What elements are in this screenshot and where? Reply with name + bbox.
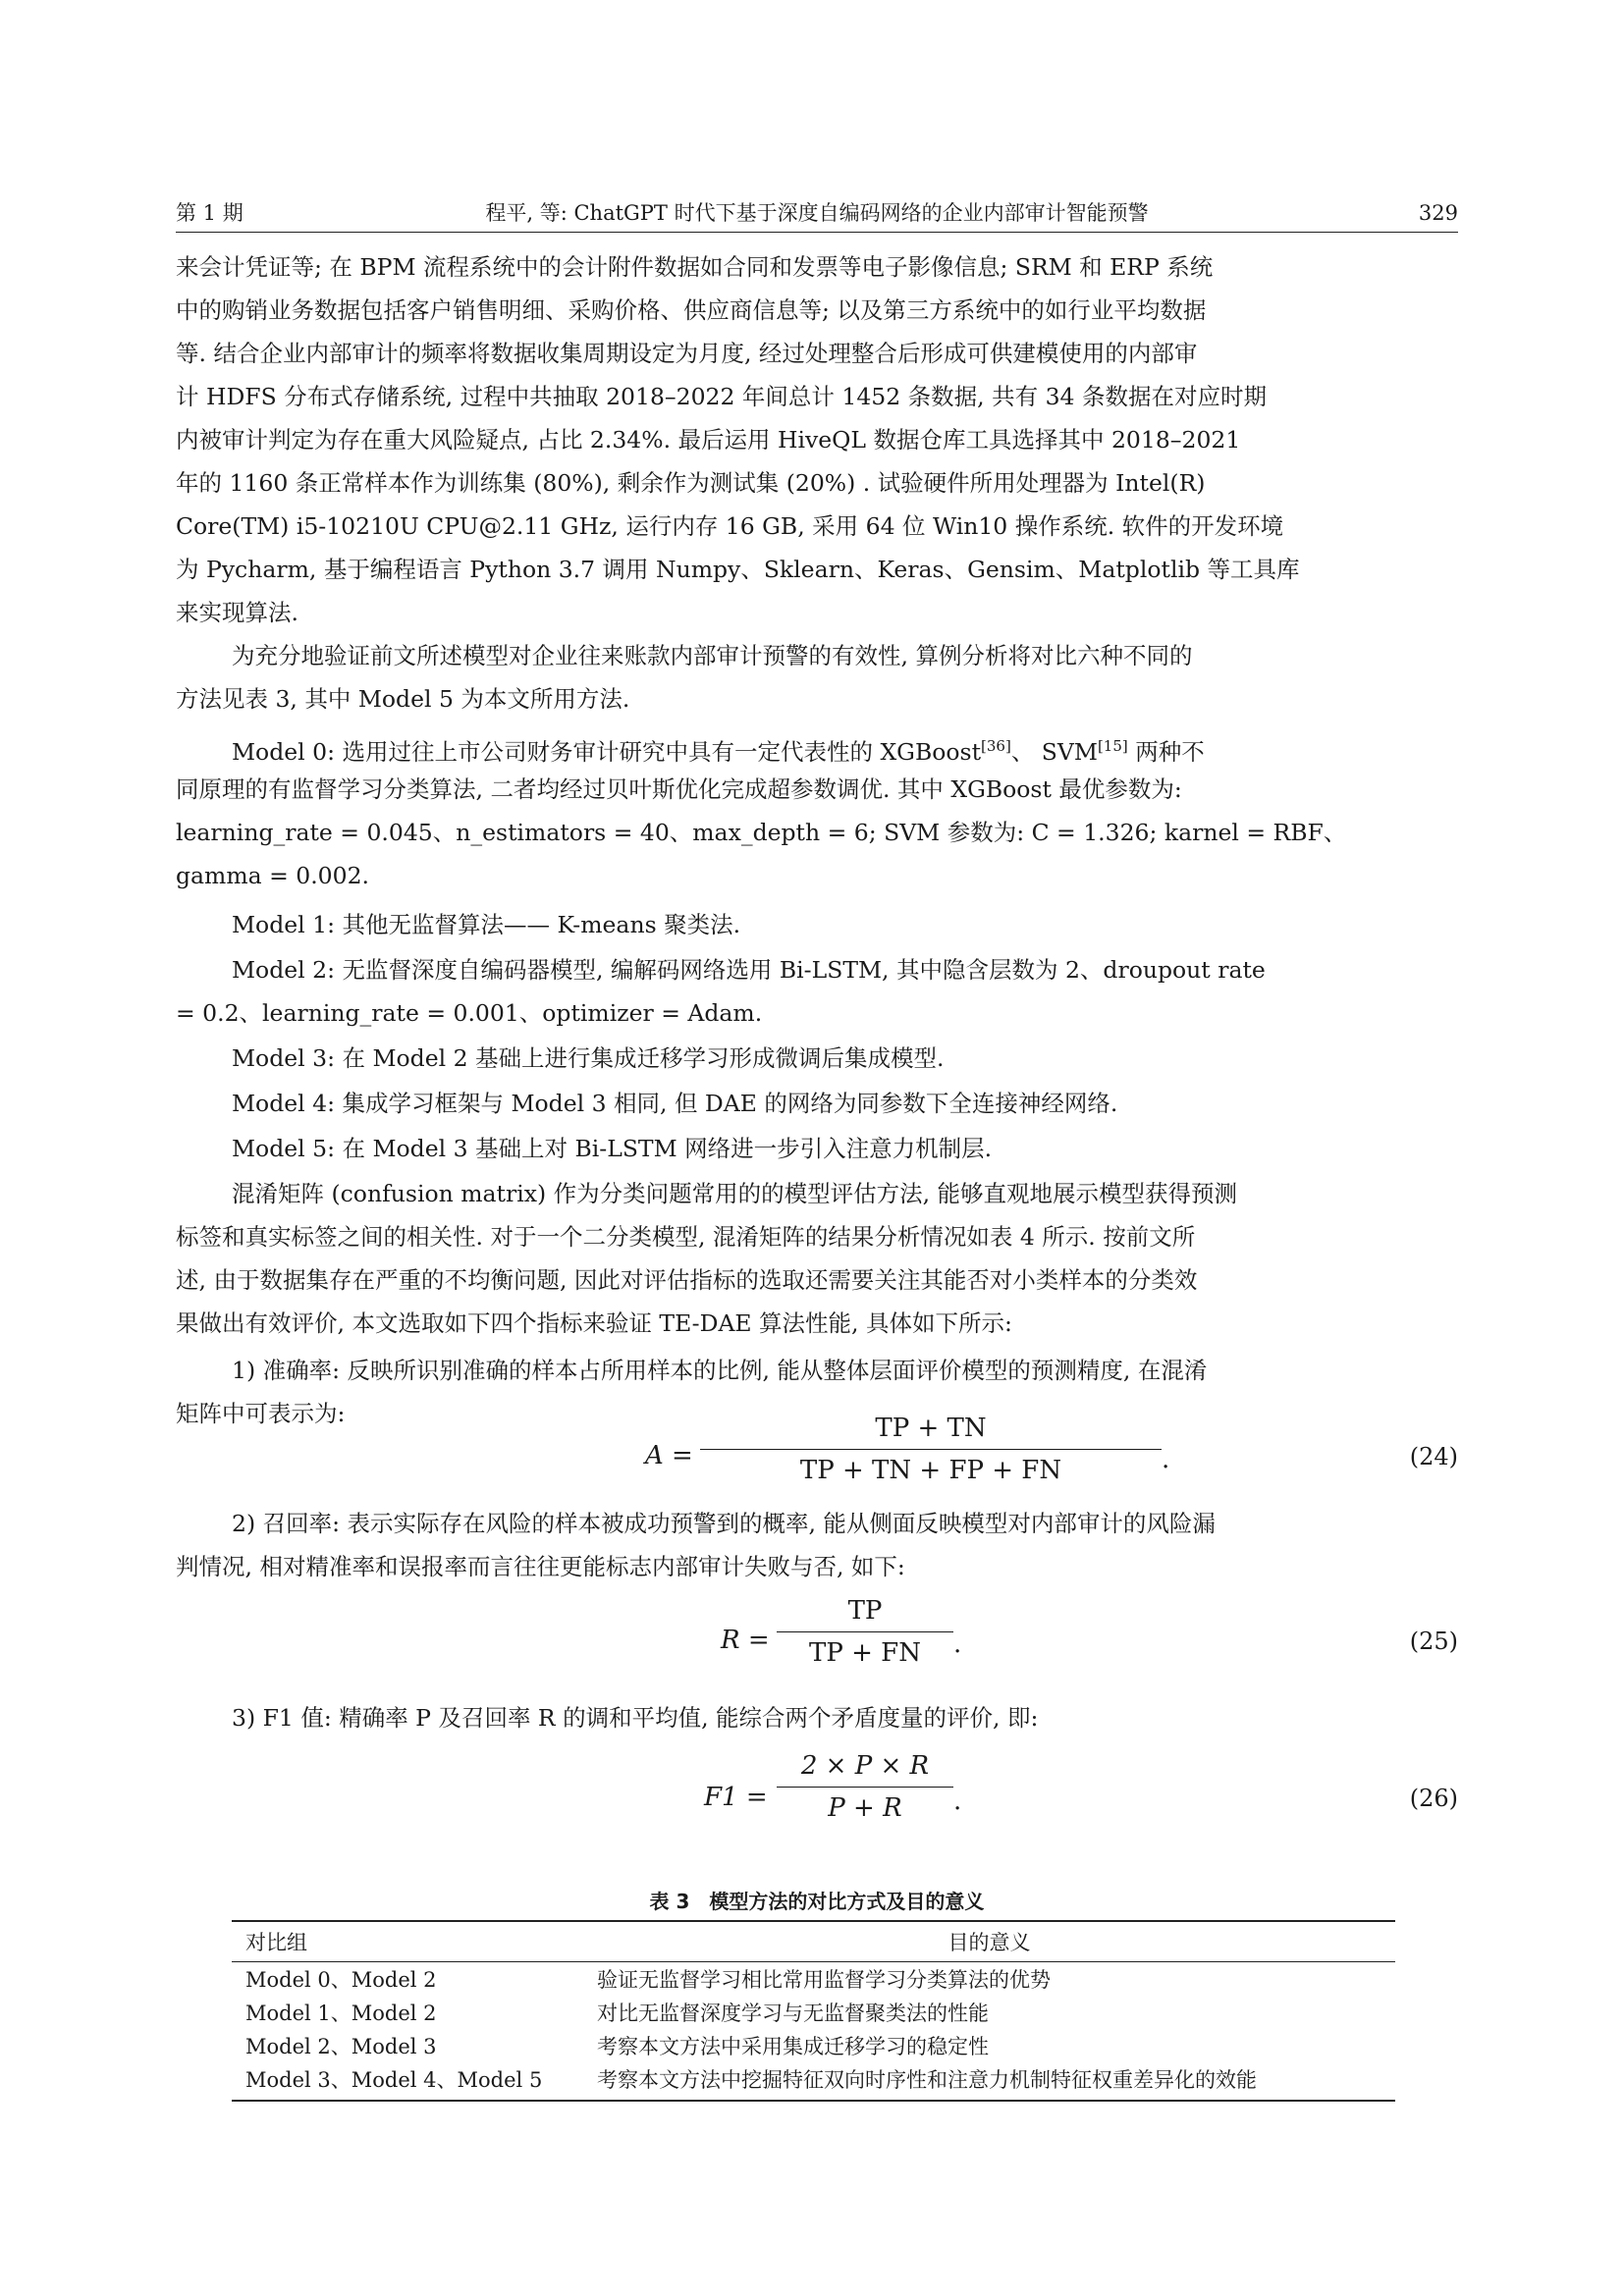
text-line: 混淆矩阵 (confusion matrix) 作为分类问题常用的的模型评估方法, 能够直观地展示模型获得预测: [232, 1180, 1238, 1207]
text-line: 等. 结合企业内部审计的频率将数据收集周期设定为月度, 经过处理整合后形成可供建模使用的内部审: [176, 340, 1198, 367]
page-number: 329: [1418, 201, 1458, 225]
equation-number: (26): [1409, 1785, 1458, 1812]
equation-number: (25): [1409, 1628, 1458, 1655]
table-cell: 考察本文方法中采用集成迁移学习的稳定性: [597, 2035, 989, 2058]
paragraph-comparison-intro: [176, 634, 1458, 721]
equation-lhs: A =: [645, 1441, 693, 1470]
text-line: 2) 召回率: 表示实际存在风险的样本被成功预警到的概率, 能从侧面反映模型对内部审计的风险漏: [232, 1510, 1216, 1537]
equation-number: (24): [1409, 1443, 1458, 1470]
fraction: [777, 1751, 953, 1823]
fraction: [700, 1414, 1162, 1485]
header-rule: [176, 232, 1458, 233]
text-line: Model 1: 其他无监督算法—— K-means 聚类法.: [232, 911, 741, 938]
equation-lhs: R =: [721, 1626, 770, 1655]
table-row: [232, 2029, 1395, 2062]
paragraph-confusion-matrix: [176, 1172, 1458, 1345]
text-line: 计 HDFS 分布式存储系统, 过程中共抽取 2018–2022 年间总计 1452 条数据, 共有 34 条数据在对应时期: [176, 383, 1267, 410]
table-cell: 对比无监督深度学习与无监督聚类法的性能: [597, 2002, 989, 2025]
text-line: 来实现算法.: [176, 599, 298, 626]
text-line: Model 2: 无监督深度自编码器模型, 编解码网络选用 Bi-LSTM, 其中隐含层数为 2、droupout rate: [232, 956, 1266, 984]
text-line: 为 Pycharm, 基于编程语言 Python 3.7 调用 Numpy、Sklearn、Keras、Gensim、Matplotlib 等工具库: [176, 556, 1300, 583]
table-row: [232, 1962, 1395, 1997]
running-header: [176, 196, 1458, 230]
text-line: learning_rate = 0.045、n_estimators = 40、max_depth = 6; SVM 参数为: C = 1.326; karnel = RBF、: [176, 819, 1347, 846]
text-line: 3) F1 值: 精确率 P 及召回率 R 的调和平均值, 能综合两个矛盾度量的评价, 即:: [232, 1704, 1039, 1732]
text-line: 标签和真实标签之间的相关性. 对于一个二分类模型, 混淆矩阵的结果分析情况如表 4 所示. 按前文所: [176, 1223, 1196, 1251]
equation-24: [176, 1414, 1458, 1502]
table-cell: 考察本文方法中挖掘特征双向时序性和注意力机制特征权重差异化的效能: [583, 2062, 1395, 2101]
paragraph-data-source: [176, 245, 1458, 634]
text-span: Model 0: 选用过往上市公司财务审计研究中具有一定代表性的 XGBoost: [232, 737, 982, 766]
citation[interactable]: [15]: [1097, 737, 1128, 755]
text-line: gamma = 0.002.: [176, 862, 370, 889]
paragraph-f1: [176, 1696, 1458, 1739]
equation-period: .: [953, 1787, 962, 1816]
paragraph-model-1: [176, 903, 1458, 946]
comparison-table: [232, 1920, 1395, 2102]
table-cell: Model 3、Model 4、Model 5: [232, 2062, 583, 2101]
text-line: 为充分地验证前文所述模型对企业往来账款内部审计预警的有效性, 算例分析将对比六种不同的: [232, 642, 1193, 669]
table-cell: Model 0、Model 2: [245, 1968, 437, 1992]
paragraph-model-4: [176, 1082, 1458, 1125]
column-header: 目的意义: [583, 1921, 1395, 1962]
paragraph-model-0: [176, 724, 1458, 897]
denominator: P + R: [777, 1787, 953, 1823]
text-line: [176, 724, 1458, 768]
header-title: 程平, 等: ChatGPT 时代下基于深度自编码网络的企业内部审计智能预警: [485, 201, 1149, 225]
text-line: Model 4: 集成学习框架与 Model 3 相同, 但 DAE 的网络为同参数下全连接神经网络.: [232, 1090, 1118, 1117]
text-line: = 0.2、learning_rate = 0.001、optimizer = Adam.: [176, 999, 763, 1027]
numerator: 2 × P × R: [800, 1751, 930, 1781]
paragraph-model-5: [176, 1127, 1458, 1170]
text-line: 方法见表 3, 其中 Model 5 为本文所用方法.: [176, 685, 630, 713]
fraction: [777, 1596, 953, 1668]
table-cell: Model 2、Model 3: [245, 2035, 437, 2058]
text-line: 来会计凭证等; 在 BPM 流程系统中的会计附件数据如合同和发票等电子影像信息; SRM 和 ERP 系统: [176, 253, 1214, 281]
paragraph-recall: [176, 1502, 1458, 1588]
text-line: Model 5: 在 Model 3 基础上对 Bi-LSTM 网络进一步引入注意力机制层.: [232, 1135, 993, 1162]
text-line: 矩阵中可表示为:: [176, 1400, 346, 1427]
equation-period: .: [953, 1629, 962, 1659]
denominator: TP + FN: [777, 1631, 953, 1668]
denominator: TP + TN + FP + FN: [700, 1449, 1162, 1485]
citation[interactable]: [36]: [981, 737, 1011, 755]
numerator: TP: [847, 1596, 883, 1626]
text-span: 、 SVM: [1010, 737, 1098, 766]
paragraph-model-2: [176, 948, 1458, 1035]
text-line: 述, 由于数据集存在严重的不均衡问题, 因此对评估指标的选取还需要关注其能否对小类样本的分类效: [176, 1266, 1198, 1294]
text-line: Model 3: 在 Model 2 基础上进行集成迁移学习形成微调后集成模型.: [232, 1044, 945, 1072]
text-span: 两种不: [1127, 737, 1205, 766]
text-line: 判情况, 相对精准率和误报率而言往往更能标志内部审计失败与否, 如下:: [176, 1553, 905, 1580]
table-cell: 验证无监督学习相比常用监督学习分类算法的优势: [597, 1968, 1051, 1992]
text-line: 同原理的有监督学习分类算法, 二者均经过贝叶斯优化完成超参数调优. 其中 XGBoost 最优参数为:: [176, 775, 1182, 803]
column-header: 对比组: [232, 1921, 583, 1962]
text-line: 年的 1160 条正常样本作为训练集 (80%), 剩余作为测试集 (20%) . 试验硬件所用处理器为 Intel(R): [176, 469, 1206, 497]
equation-25: [176, 1596, 1458, 1684]
text-line: 内被审计判定为存在重大风险疑点, 占比 2.34%. 最后运用 HiveQL 数据仓库工具选择其中 2018–2021: [176, 426, 1241, 454]
table-row: [232, 2062, 1395, 2101]
text-line: 中的购销业务数据包括客户销售明细、采购价格、供应商信息等; 以及第三方系统中的如行业平均数据: [176, 296, 1207, 324]
equation-period: .: [1162, 1445, 1170, 1474]
text-line: 1) 准确率: 反映所识别准确的样本占所用样本的比例, 能从整体层面评价模型的预测精度, 在混淆: [232, 1357, 1208, 1384]
equation-lhs: F1 =: [704, 1783, 768, 1812]
table-caption: 表 3 模型方法的对比方式及目的意义: [649, 1890, 985, 1913]
text-line: Core(TM) i5-10210U CPU@2.11 GHz, 运行内存 16 GB, 采用 64 位 Win10 操作系统. 软件的开发环境: [176, 512, 1284, 540]
equation-26: [176, 1751, 1458, 1845]
paragraph-model-3: [176, 1037, 1458, 1080]
table-header-row: [232, 1921, 1395, 1962]
issue-label: 第 1 期: [176, 201, 244, 225]
table-row: [232, 1996, 1395, 2029]
numerator: TP + TN: [875, 1414, 987, 1443]
text-line: 果做出有效评价, 本文选取如下四个指标来验证 TE-DAE 算法性能, 具体如下所示:: [176, 1309, 1012, 1337]
table-cell: Model 1、Model 2: [245, 2002, 437, 2025]
